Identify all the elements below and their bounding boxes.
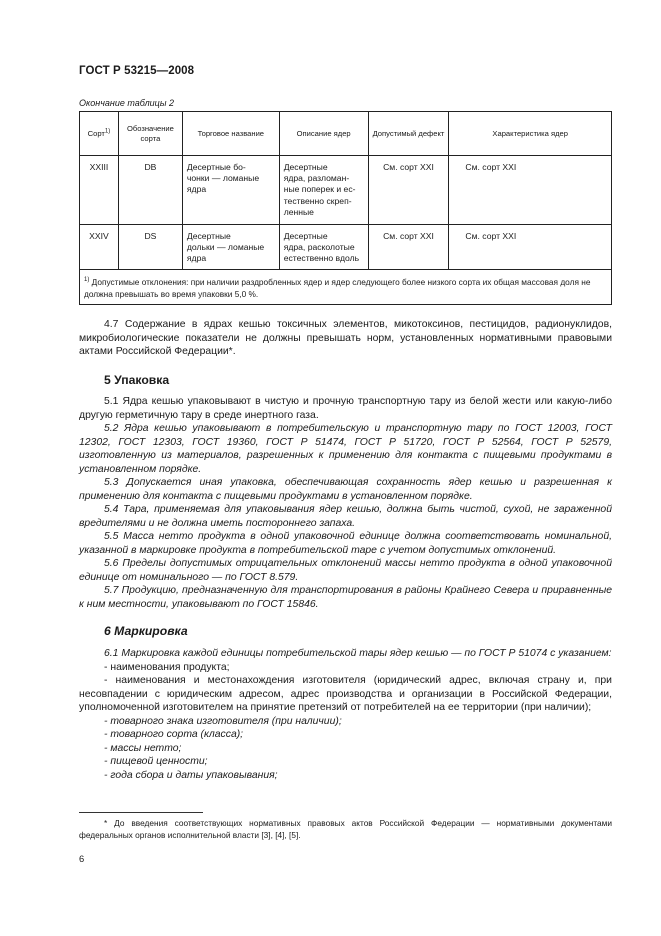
table-caption: Окончание таблицы 2 bbox=[79, 98, 174, 108]
cell-defect: См. сорт XXI bbox=[368, 225, 449, 270]
table-footnote: $^{1)}$ Допустимые отклонения: при наличии раздробленных ядер и ядер следующего более низкого сорта их общая массовая доля не должна превышать во время упаковки 5,0 %. bbox=[80, 269, 612, 304]
col-header-trade-name: Торговое название bbox=[182, 112, 279, 156]
cell-characteristic: См. сорт XXI bbox=[449, 156, 612, 225]
paragraph: 5.6 Пределы допустимых отрицательных отклонений массы нетто продукта в одной упаковочной единице от номинального — по ГОСТ 8.579. bbox=[79, 558, 612, 583]
paragraph: 4.7 Содержание в ядрах кешью токсичных элементов, микотоксинов, пестицидов, радионуклидов, микробиологические показатели не должны превышать норм, установленных нормативными правовыми актами Российской Федерации*. bbox=[79, 319, 612, 357]
list-item: - наименования и местонахождения изготовителя (юридический адрес, включая страну и, при несовпадении с юридическим адресом, адрес производства и организации в Российской Федерации, уполномоченной изготовителем на принятие претензий от потребителей на ее территории (при наличии); bbox=[79, 675, 612, 713]
footnote-divider bbox=[79, 812, 203, 813]
section-6-body bbox=[79, 647, 612, 782]
clause-4-7 bbox=[79, 318, 612, 359]
col-header-defect: Допустимый дефект bbox=[368, 112, 449, 156]
paragraph: 5.4 Тара, применяемая для упаковывания ядер кешью, должна быть чистой, сухой, не зараженной вредителями и не должна иметь постороннего запаха. bbox=[79, 504, 612, 529]
page-footnote bbox=[79, 817, 612, 841]
document-code-header: ГОСТ Р 53215—2008 bbox=[79, 65, 195, 77]
list-item: - года сбора и даты упаковывания; bbox=[104, 769, 278, 781]
col-header-grade: Сорт$^{1)}$ bbox=[80, 112, 119, 156]
paragraph: 5.2 Ядра кешью упаковывают в потребительскую и транспортную тару по ГОСТ 12003, ГОСТ 12302, ГОСТ 12303, ГОСТ 19360, ГОСТ Р 51474, ГОСТ Р 51720, ГОСТ Р 52564, ГОСТ Р 52579, изготовленную из материалов, разрешенных к применению для контакта с пищевыми продуктами в установленном порядке. bbox=[79, 423, 612, 475]
list-item: - товарного знака изготовителя (при наличии); bbox=[104, 715, 342, 727]
paragraph: 5.7 Продукцию, предназначенную для транспортирования в районы Крайнего Севера и приравненные к ним местности, упаковывают по ГОСТ 15846. bbox=[79, 585, 612, 610]
page-number: 6 bbox=[79, 853, 85, 864]
list-item: - наименования продукта; bbox=[104, 661, 230, 673]
section-5-title: 5 Упаковка bbox=[104, 373, 170, 387]
footnote-text: * До введения соответствующих нормативных правовых актов Российской Федерации — нормативными документами федеральных органов исполнительной власти [3], [4], [5]. bbox=[79, 818, 612, 840]
cell-description: Десертные ядра, разломан- ные поперек и ес- тественно скреп- ленные bbox=[279, 156, 368, 225]
cell-characteristic: См. сорт XXI bbox=[449, 225, 612, 270]
cell-trade-name: Десертные дольки — ломаные ядра bbox=[182, 225, 279, 270]
col-header-characteristic: Характеристика ядер bbox=[449, 112, 612, 156]
section-5-body bbox=[79, 395, 612, 611]
cell-designation: DB bbox=[118, 156, 182, 225]
section-6-title: 6 Маркировка bbox=[104, 624, 188, 638]
table-footnote-row bbox=[80, 269, 612, 304]
list-item: - пищевой ценности; bbox=[104, 756, 208, 767]
paragraph: 6.1 Маркировка каждой единицы потребительской тары ядер кешью — по ГОСТ Р 51074 с указанием: bbox=[104, 648, 612, 659]
cell-description: Десертные ядра, расколотые естественно вдоль bbox=[279, 225, 368, 270]
table-row bbox=[80, 156, 612, 225]
cell-trade-name: Десертные бо- чонки — ломаные ядра bbox=[182, 156, 279, 225]
list-item: - массы нетто; bbox=[104, 742, 182, 754]
cell-grade: XXIV bbox=[80, 225, 119, 270]
paragraph: 5.5 Масса нетто продукта в одной упаковочной единице должна соответствовать номинальной, указанной в маркировке продукта в потребительской таре с учетом допустимых отклонений. bbox=[79, 531, 612, 556]
table-header-row bbox=[80, 112, 612, 156]
cell-designation: DS bbox=[118, 225, 182, 270]
cell-defect: См. сорт XXI bbox=[368, 156, 449, 225]
list-item: - товарного сорта (класса); bbox=[104, 729, 244, 740]
col-header-description: Описание ядер bbox=[279, 112, 368, 156]
table-row bbox=[80, 225, 612, 270]
cell-grade: XXIII bbox=[80, 156, 119, 225]
paragraph: 5.1 Ядра кешью упаковывают в чистую и прочную транспортную тару из белой жести или какую-либо другую герметичную тару в среде инертного газа. bbox=[79, 396, 612, 421]
grades-table bbox=[79, 111, 612, 305]
paragraph: 5.3 Допускается иная упаковка, обеспечивающая сохранность ядер кешью и разрешенная к применению для контакта с пищевыми продуктами в установленном порядке. bbox=[79, 477, 612, 502]
col-header-designation: Обозначение сорта bbox=[118, 112, 182, 156]
